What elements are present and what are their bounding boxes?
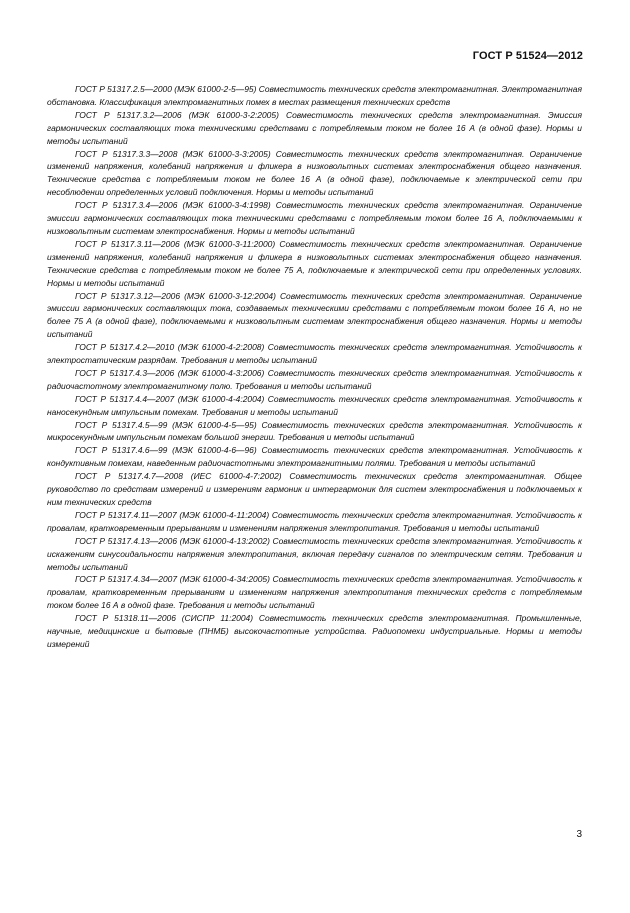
reference-entry: ГОСТ Р 51317.4.3—2006 (МЭК 61000-4-3:2006) Совместимость технических средств электромагнитная. Устойчивость к радиочастотному электромагнитному полю. Требования и методы испытаний	[47, 367, 582, 391]
document-header	[473, 50, 583, 62]
reference-entry: ГОСТ Р 51317.4.5—99 (МЭК 61000-4-5—95) Совместимость технических средств электромагнитная. Устойчивость к микросекундным импульсным помехам большой энергии. Требования и методы испытаний	[47, 419, 582, 443]
reference-entry: ГОСТ Р 51317.4.6—99 (МЭК 61000-4-6—96) Совместимость технических средств электромагнитная. Устойчивость к кондуктивным помехам, наведенным радиочастотными электромагнитными полями. Требования и методы испытаний	[47, 445, 582, 469]
reference-entry: ГОСТ Р 51317.3.3—2008 (МЭК 61000-3-3:2005) Совместимость технических средств электромагнитная. Ограничение изменений напряжения, колебаний напряжения и фликера в низковольтных системах электроснабжения общего назначения. Технические средства с потребляемым током не более 16 А (в одной фазе), подключаемые к электрической сети при несоблюдении определенных условий подключения. Нормы и методы испытаний	[47, 148, 582, 198]
reference-entry: ГОСТ Р 51317.4.7—2008 (ИЕС 61000-4-7:2002) Совместимость технических средств электромагнитная. Общее руководство по средствам измерений и измерениям гармоник и интергармоник для систем электроснабжения и подключаемых к ним технических средств	[47, 471, 582, 507]
reference-entry: ГОСТ Р 51317.4.13—2006 (МЭК 61000-4-13:2002) Совместимость технических средств электромагнитная. Устойчивость к искажениям синусоидальности напряжения электропитания, включая передачу сигналов по электрическим сетям. Требования и методы испытаний	[47, 535, 582, 572]
reference-entry: ГОСТ Р 51318.11—2006 (СИСПР 11:2004) Совместимость технических средств электромагнитная. Промышленные, научные, медицинские и бытовые (ПНМБ) высокочастотные устройства. Радиопомехи индустриальные. Нормы и методы измерений	[47, 613, 582, 649]
reference-entry: ГОСТ Р 51317.4.2—2010 (МЭК 61000-4-2:2008) Совместимость технических средств электромагнитная. Устойчивость к электростатическим разрядам. Требования и методы испытаний	[47, 342, 582, 366]
reference-entry: ГОСТ Р 51317.3.2—2006 (МЭК 61000-3-2:2005) Совместимость технических средств электромагнитная. Эмиссия гармонических составляющих тока техническими средствами с потребляемым током не более 16 А (в одной фазе). Нормы и методы испытаний	[47, 109, 582, 146]
reference-entry: ГОСТ Р 51317.4.34—2007 (МЭК 61000-4-34:2005) Совместимость технических средств электромагнитная. Устойчивость к провалам, кратковременным прерываниям и изменениям напряжения электропитания технических средств с потребляемым током более 16 А в одной фазе. Требования и методы испытаний	[47, 574, 582, 611]
document-code: ГОСТ Р 51524—2012	[472, 50, 583, 62]
normative-references-list	[47, 83, 582, 651]
reference-entry: ГОСТ Р 51317.4.4—2007 (МЭК 61000-4-4:2004) Совместимость технических средств электромагнитная. Устойчивость к наносекундным импульсным помехам. Требования и методы испытаний	[47, 393, 582, 417]
reference-entry: ГОСТ Р 51317.3.12—2006 (МЭК 61000-3-12:2004) Совместимость технических средств электромагнитная. Ограничение эмиссии гармонических составляющих тока, создаваемых техническими средствами с потребляемым током более 16 А, но не более 75 А (в одной фазе), подключаемыми к низковольтным системам электроснабжения общего назначения. Нормы и методы испытаний	[47, 290, 582, 340]
reference-entry: ГОСТ Р 51317.3.11—2006 (МЭК 61000-3-11:2000) Совместимость технических средств электромагнитная. Ограничение изменений напряжения, колебаний напряжения и фликера в низковольтных системах электроснабжения общего назначения. Технические средства с потребляемым током не более 75 А, подключаемые к электрической сети при определенных условиях. Нормы и методы испытаний	[47, 238, 582, 288]
reference-entry: ГОСТ Р 51317.3.4—2006 (МЭК 61000-3-4:1998) Совместимость технических средств электромагнитная. Ограничение эмиссии гармонических составляющих тока техническими средствами с потребляемым током более 16 А, подключаемыми к низковольтным системам электроснабжения. Нормы и методы испытаний	[47, 200, 582, 236]
page-number: 3	[576, 829, 582, 840]
reference-entry: ГОСТ Р 51317.4.11—2007 (МЭК 61000-4-11:2004) Совместимость технических средств электромагнитная. Устойчивость к провалам, кратковременным прерываниям и изменениям напряжения электропитания. Требования и методы испытаний	[47, 509, 582, 533]
reference-entry: ГОСТ Р 51317.2.5—2000 (МЭК 61000-2-5—95) Совместимость технических средств электромагнитная. Электромагнитная обстановка. Классификация электромагнитных помех в местах размещения технических средств	[47, 84, 582, 107]
